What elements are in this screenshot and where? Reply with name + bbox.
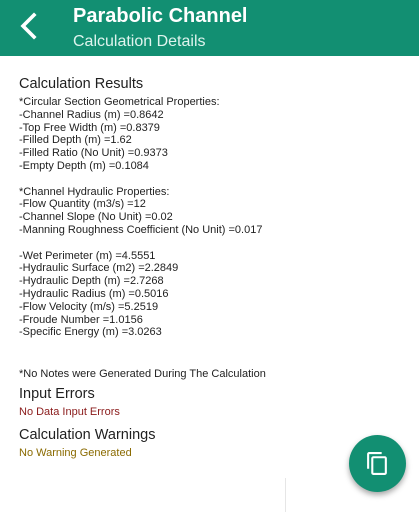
app-bar bbox=[0, 0, 419, 56]
computed-line: -Flow Velocity (m/s) =5.2519 bbox=[19, 300, 159, 313]
input-errors-heading: Input Errors bbox=[19, 385, 95, 402]
computed-line: -Specific Energy (m) =3.0263 bbox=[19, 326, 162, 339]
calculation-details bbox=[19, 76, 409, 460]
spacer bbox=[19, 339, 409, 355]
divider bbox=[285, 478, 286, 512]
geometry-line: -Filled Depth (m) =1.62 bbox=[19, 134, 132, 147]
input-errors-text: No Data Input Errors bbox=[19, 405, 120, 418]
computed-line: -Froude Number =1.0156 bbox=[19, 313, 143, 326]
computed-line: -Wet Perimeter (m) =4.5551 bbox=[19, 249, 156, 262]
spacer bbox=[19, 173, 409, 186]
computed-line: -Hydraulic Depth (m) =2.7268 bbox=[19, 275, 164, 288]
spacer bbox=[19, 237, 409, 250]
page-subtitle: Calculation Details bbox=[73, 33, 206, 50]
geometry-heading: *Circular Section Geometrical Properties: bbox=[19, 96, 220, 108]
page-title: Parabolic Channel bbox=[73, 5, 248, 27]
computed-line: -Hydraulic Radius (m) =0.5016 bbox=[19, 287, 169, 300]
copy-button[interactable] bbox=[349, 435, 406, 492]
hydraulic-line: -Channel Slope (No Unit) =0.02 bbox=[19, 211, 173, 224]
geometry-line: -Top Free Width (m) =0.8379 bbox=[19, 121, 160, 134]
hydraulic-line: -Manning Roughness Coefficient (No Unit) =0.017 bbox=[19, 223, 263, 236]
hydraulic-line: -Flow Quantity (m3/s) =12 bbox=[19, 198, 146, 211]
spacer bbox=[19, 355, 409, 368]
geometry-line: -Filled Ratio (No Unit) =0.9373 bbox=[19, 147, 168, 160]
geometry-line: -Empty Depth (m) =0.1084 bbox=[19, 159, 149, 172]
notes-line: *No Notes were Generated During The Calculation bbox=[19, 367, 266, 380]
back-arrow-icon bbox=[14, 10, 44, 42]
geometry-line: -Channel Radius (m) =0.8642 bbox=[19, 108, 164, 121]
back-button[interactable] bbox=[14, 10, 44, 42]
calculation-warnings-heading: Calculation Warnings bbox=[19, 426, 156, 443]
results-heading: Calculation Results bbox=[19, 76, 144, 92]
computed-line: -Hydraulic Surface (m2) =2.2849 bbox=[19, 262, 179, 275]
calculation-warnings-text: No Warning Generated bbox=[19, 446, 132, 459]
hydraulic-heading: *Channel Hydraulic Properties: bbox=[19, 185, 170, 198]
copy-icon bbox=[365, 451, 390, 476]
